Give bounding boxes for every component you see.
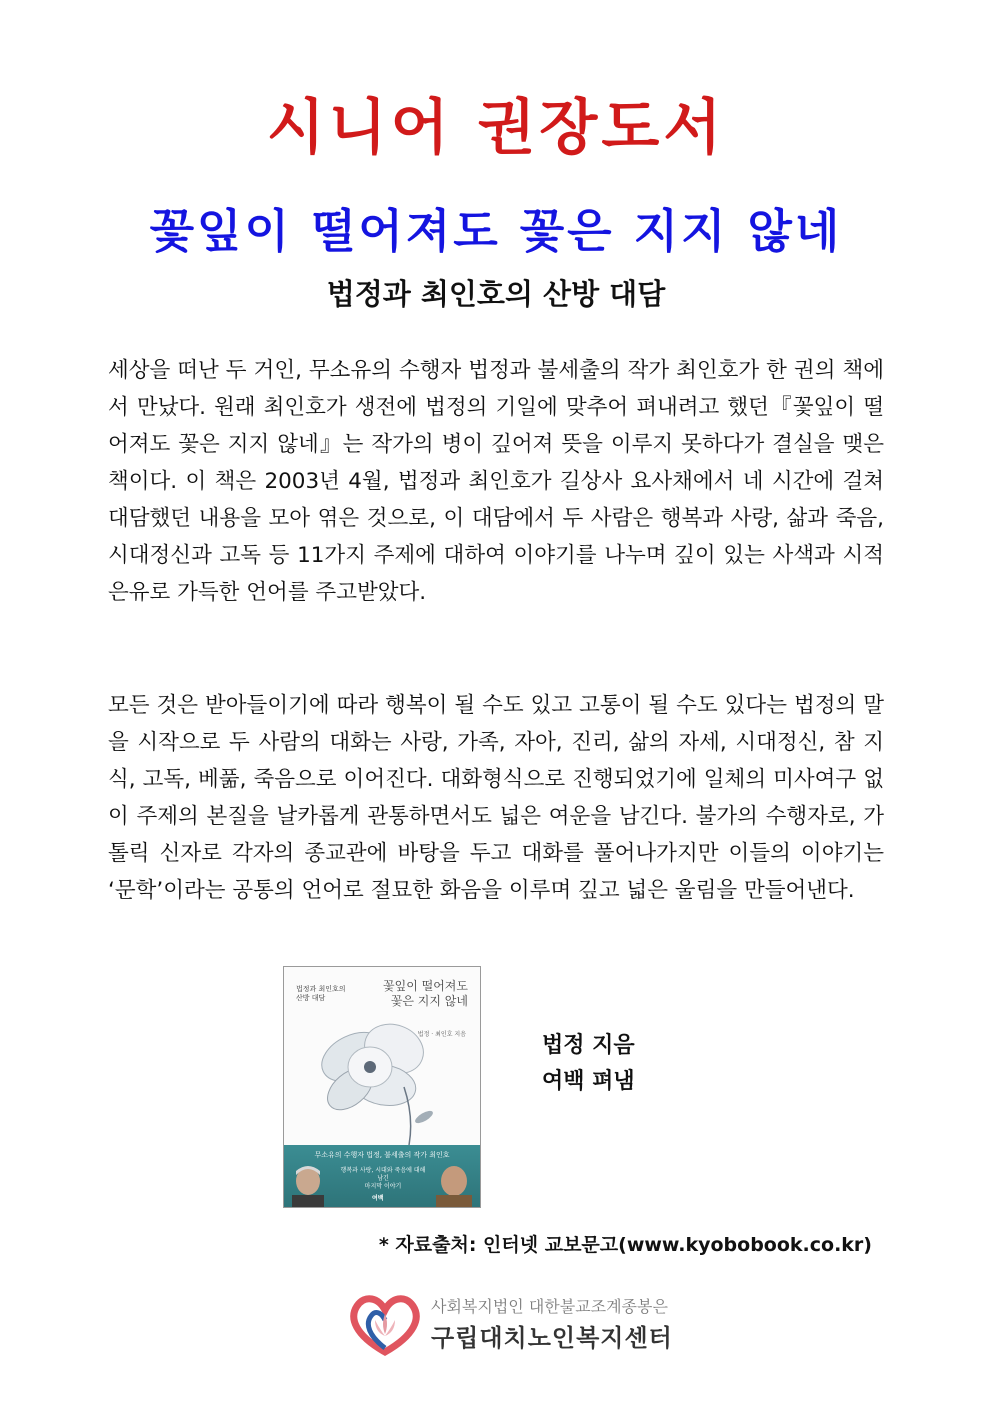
flower-illustration-icon [284,967,480,1145]
description-paragraph-2: 모든 것은 받아들이기에 따라 행복이 될 수도 있고 고통이 될 수도 있다는 법정의 말을 시작으로 두 사람의 대화는 사랑, 가족, 자아, 진리, 삶의 자세, 시대정신, 참 지식, 고독, 베풂, 죽음으로 이어진다. 대화형식으로 진행되었기에 일체의 미사여구 없이 주제의 본질을 날카롭게 관통하면서도 넓은 여운을 남긴다. 불가의 수행자로, 가톨릭 신자로 각자의 종교관에 바탕을 두고 대화를 풀어나가지만 이들의 이야기는 ‘문학’이라는 공통의 언어로 절묘한 화음을 이루며 깊고 넓은 울림을 만들어낸다. [108,693,884,903]
cover-bottom-band [284,1145,480,1207]
cover-description: 행복과 사랑, 시대와 죽음에 대해 남긴 마지막 이야기 [340,1167,426,1190]
book-title: 꽃잎이 떨어져도 꽃은 지지 않네 [149,204,843,258]
cover-authors: 법정과 최인호의 산방 대담 [296,985,346,1002]
footer-center-name: 구립대치노인복지센터 [431,1324,673,1352]
source-note: * 자료출처: 인터넷 교보문고(www.kyobobook.co.kr) [378,1234,872,1256]
book-cover-image [283,966,481,1208]
author-portrait-right-icon [432,1163,476,1207]
page-title: 시니어 권장도서 [266,93,726,163]
publisher-credit: 여백 펴냄 [542,1068,635,1094]
cover-byline: 법정 · 최인호 지음 [417,1031,466,1038]
cover-title: 꽃잎이 떨어져도 꽃은 지지 않네 [383,979,468,1008]
author-credit: 법정 지음 [542,1032,635,1058]
organization-logo-icon [345,1290,425,1360]
cover-tagline: 무소유의 수행자 법정, 불세출의 작가 최인호 [314,1151,450,1159]
footer-logo-block [345,1290,673,1360]
description-paragraph-1: 세상을 떠난 두 거인, 무소유의 수행자 법정과 불세출의 작가 최인호가 한 권의 책에서 만났다. 원래 최인호가 생전에 법정의 기일에 맞추어 펴내려고 했던『꽃잎이 떨어져도 꽃은 지지 않네』는 작가의 병이 깊어져 뜻을 이루지 못하다가 결실을 맺은 책이다. 이 책은 2003년 4월, 법정과 최인호가 길상사 요사채에서 네 시간에 걸쳐 대담했던 내용을 모아 엮은 것으로, 이 대담에서 두 사람은 행복과 사랑, 삶과 죽음, 시대정신과 고독 등 11가지 주제에 대하여 이야기를 나누며 깊이 있는 사색과 시적 은유로 가득한 언어를 주고받았다. [108,358,884,605]
cover-publisher: 여백 [372,1195,384,1202]
author-portrait-left-icon [288,1163,328,1207]
cover-top [284,967,480,1145]
book-subtitle: 법정과 최인호의 산방 대담 [326,277,666,311]
book-credits [542,1027,635,1099]
footer-organization: 사회복지법인 대한불교조계종봉은 [431,1297,668,1316]
